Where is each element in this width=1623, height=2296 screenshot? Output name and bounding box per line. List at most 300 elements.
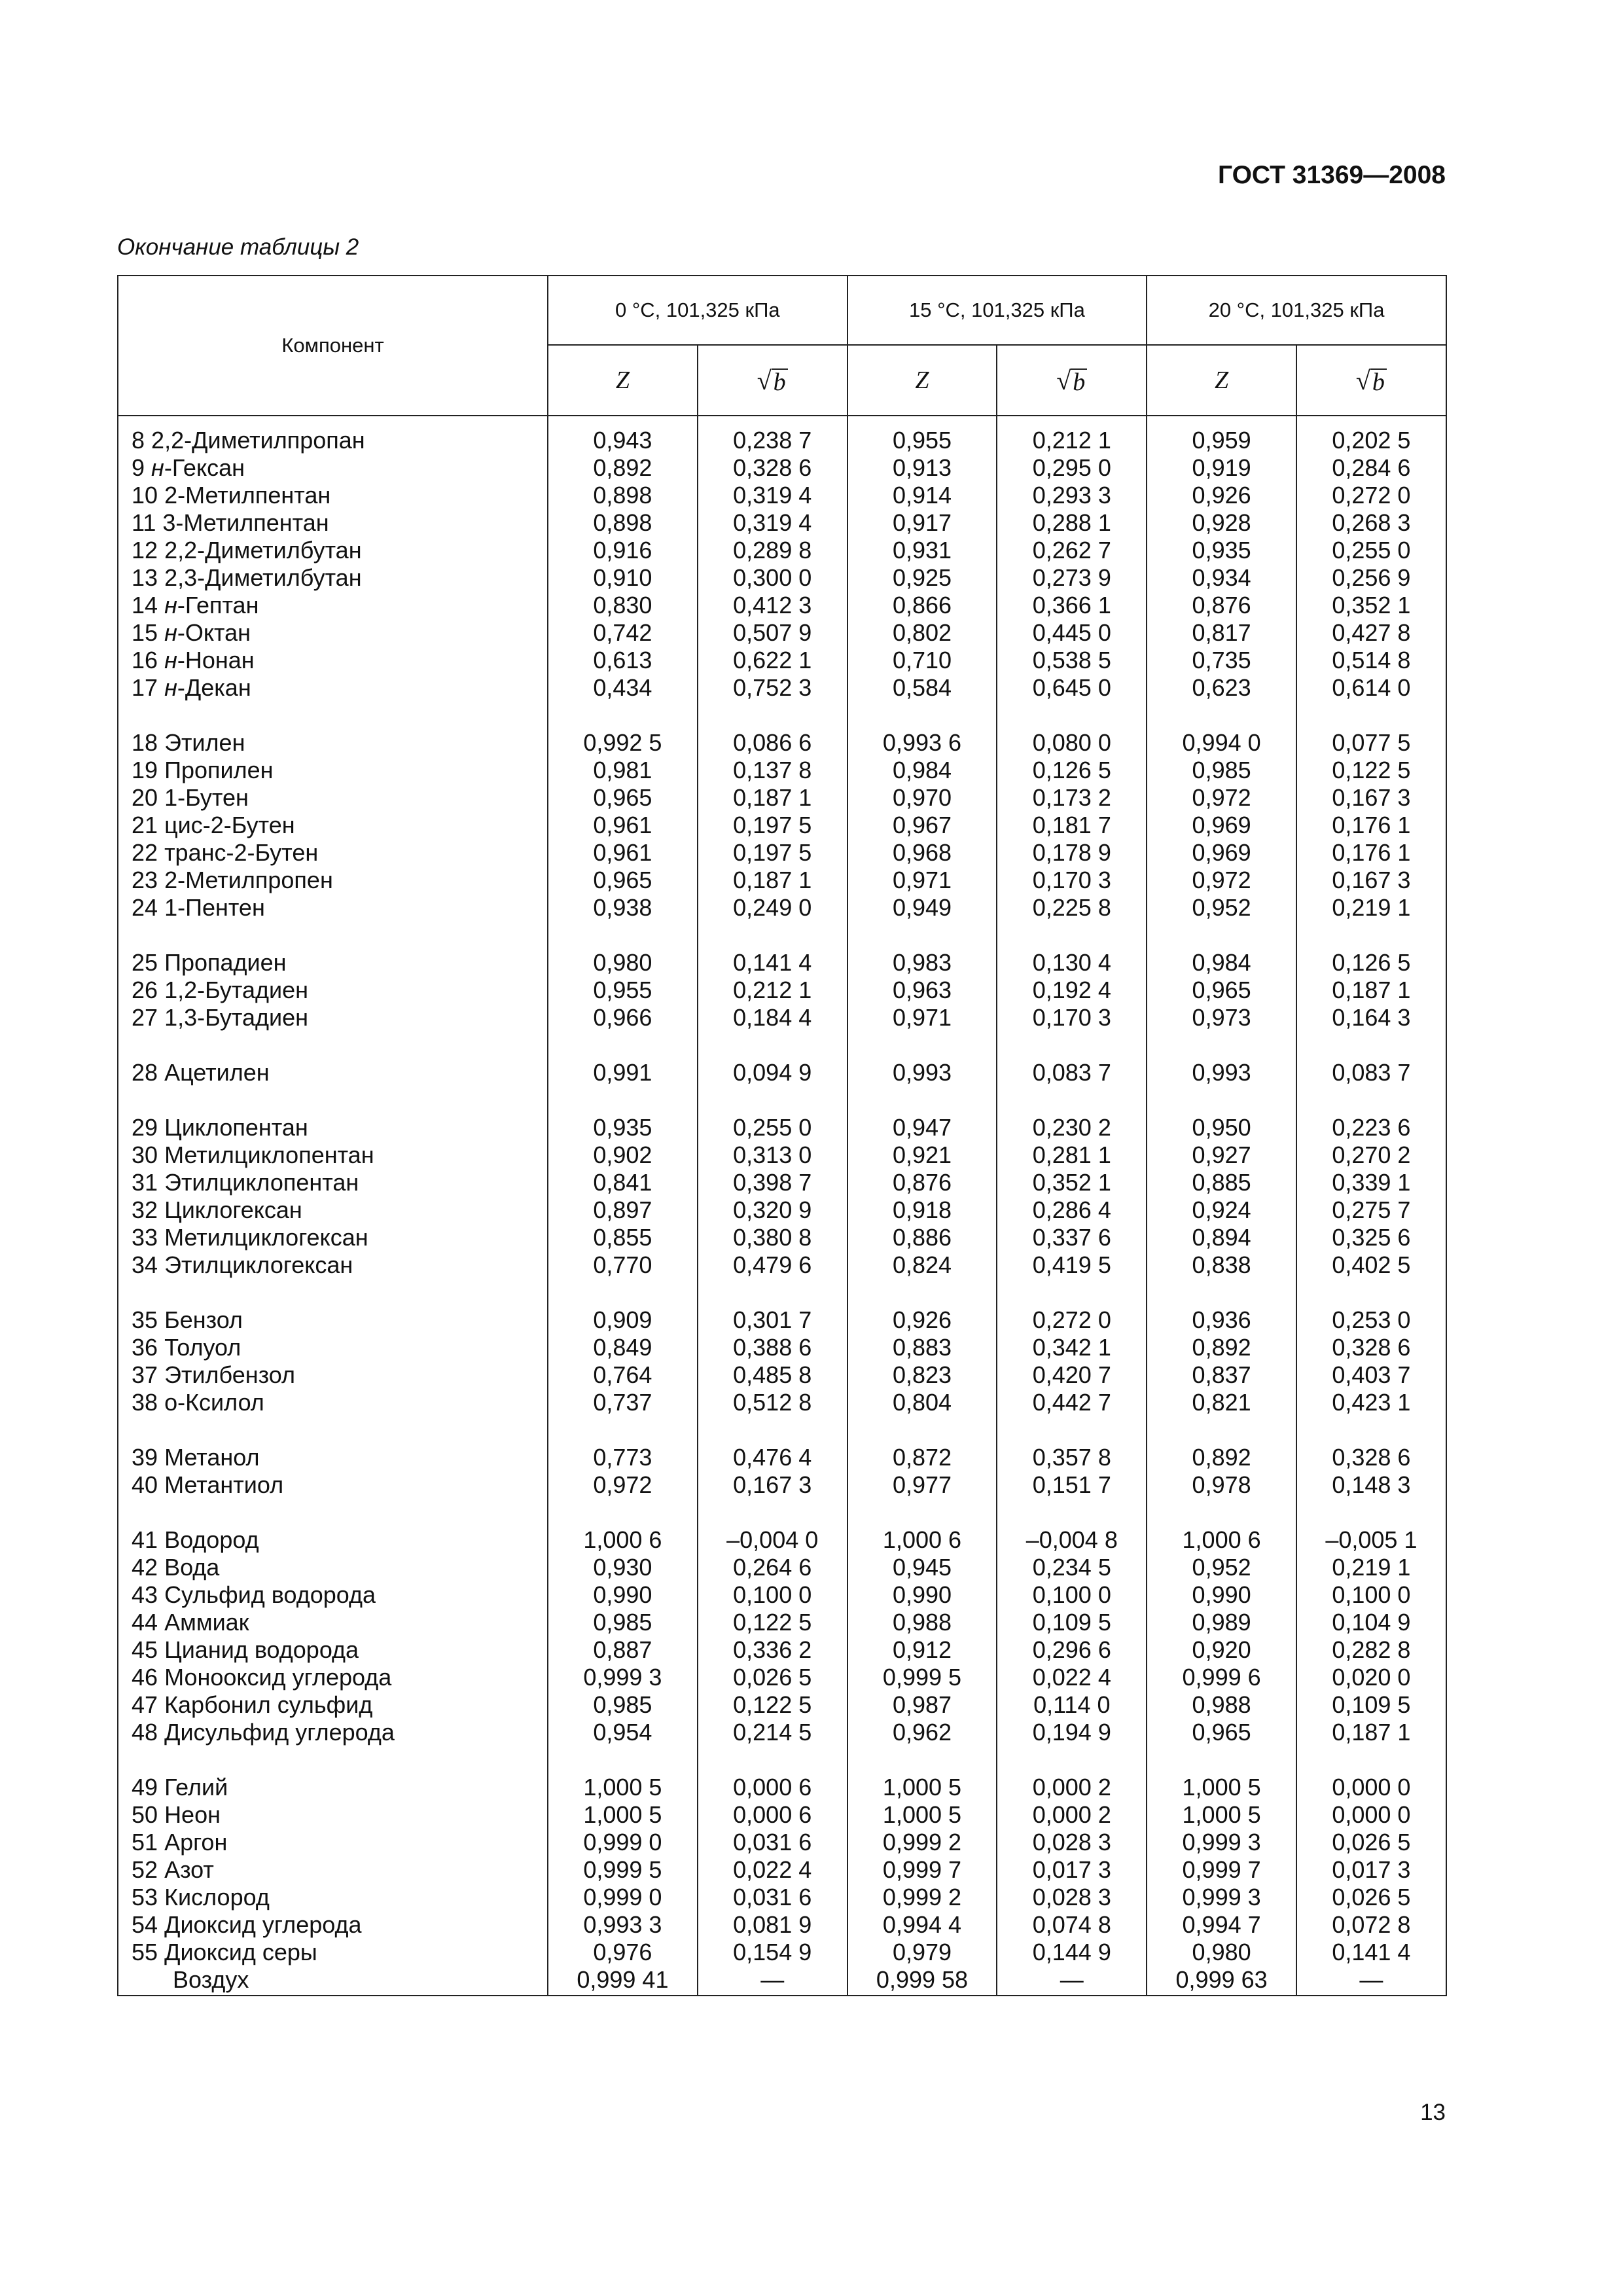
- sqrt-b-value-cell: 0,170 3: [997, 867, 1147, 894]
- component-cell: [118, 812, 548, 839]
- z-value-cell: 0,972: [1147, 784, 1296, 812]
- component-number: 11: [132, 509, 156, 536]
- table-row: [118, 1416, 1446, 1471]
- sqrt-b-value-cell: 0,262 7: [997, 537, 1147, 564]
- sqrt-b-value-cell: 0,167 3: [1296, 784, 1446, 812]
- z-value-cell: 0,980: [1147, 1939, 1296, 1966]
- z-value-cell: 0,999 7: [1147, 1856, 1296, 1884]
- sqrt-b-value-cell: 0,000 0: [1296, 1746, 1446, 1801]
- component-number: 29: [132, 1114, 158, 1141]
- z-value-cell: 0,994 7: [1147, 1911, 1296, 1939]
- z-value-cell: 0,993 6: [847, 702, 997, 757]
- component-number: 27: [132, 1004, 158, 1031]
- table-row: [118, 1471, 1446, 1499]
- z-value-cell: 0,931: [847, 537, 997, 564]
- z-value-cell: 0,584: [847, 674, 997, 702]
- table-row: [118, 482, 1446, 509]
- z-value-cell: 0,991: [548, 1031, 698, 1086]
- component-cell: [118, 1966, 548, 1996]
- sqrt-b-value-cell: 0,144 9: [997, 1939, 1147, 1966]
- z-value-cell: 0,985: [548, 1691, 698, 1719]
- sqrt-b-value-cell: 0,295 0: [997, 454, 1147, 482]
- sqrt-b-value-cell: 0,151 7: [997, 1471, 1147, 1499]
- z-value-cell: 0,955: [847, 416, 997, 454]
- z-value-cell: 1,000 5: [847, 1746, 997, 1801]
- z-value-cell: 0,892: [1147, 1416, 1296, 1471]
- sqrt-b-value-cell: 0,388 6: [698, 1334, 847, 1361]
- z-value-cell: 0,980: [548, 922, 698, 977]
- z-value-cell: 0,987: [847, 1691, 997, 1719]
- sqrt-b-value-cell: 0,126 5: [1296, 922, 1446, 977]
- sqrt-b-value-cell: 0,485 8: [698, 1361, 847, 1389]
- table-row: [118, 1636, 1446, 1664]
- sqrt-b-value-cell: 0,028 3: [997, 1829, 1147, 1856]
- component-number: 14: [132, 592, 158, 619]
- component-name: н-Нонан: [164, 647, 255, 673]
- sqrt-b-value-cell: 0,104 9: [1296, 1609, 1446, 1636]
- z-value-cell: 0,976: [548, 1939, 698, 1966]
- sqrt-b-value-cell: 0,255 0: [698, 1086, 847, 1141]
- z-value-cell: 0,999 6: [1147, 1664, 1296, 1691]
- z-value-cell: 0,993 3: [548, 1911, 698, 1939]
- sub-header-sqrt-b: [698, 345, 847, 416]
- z-value-cell: 0,970: [847, 784, 997, 812]
- sqrt-b-value-cell: 0,289 8: [698, 537, 847, 564]
- table-row: [118, 674, 1446, 702]
- z-value-cell: 0,914: [847, 482, 997, 509]
- sqrt-b-value-cell: 0,281 1: [997, 1141, 1147, 1169]
- table-row: [118, 1609, 1446, 1636]
- component-number: 44: [132, 1609, 158, 1636]
- component-number: 47: [132, 1691, 158, 1718]
- sqrt-b-value-cell: 0,114 0: [997, 1691, 1147, 1719]
- component-number: 36: [132, 1334, 158, 1361]
- z-value-cell: 0,898: [548, 509, 698, 537]
- sqrt-b-value-cell: 0,187 1: [1296, 1719, 1446, 1746]
- sqrt-b-value-cell: 0,512 8: [698, 1389, 847, 1416]
- component-cell: [118, 1911, 548, 1939]
- z-value-cell: 0,926: [847, 1279, 997, 1334]
- component-cell: [118, 1719, 548, 1746]
- z-value-cell: 0,910: [548, 564, 698, 592]
- component-cell: [118, 839, 548, 867]
- sqrt-b-value-cell: 0,080 0: [997, 702, 1147, 757]
- sqrt-b-value-cell: 0,286 4: [997, 1196, 1147, 1224]
- component-name: Этилциклопентан: [164, 1169, 359, 1196]
- z-value-cell: 0,965: [548, 784, 698, 812]
- z-value-cell: 0,897: [548, 1196, 698, 1224]
- component-cell: [118, 1664, 548, 1691]
- sqrt-b-value-cell: 0,507 9: [698, 619, 847, 647]
- z-value-cell: 0,802: [847, 619, 997, 647]
- component-name: Метанол: [164, 1444, 260, 1471]
- sqrt-b-value-cell: 0,072 8: [1296, 1911, 1446, 1939]
- z-value-cell: 0,913: [847, 454, 997, 482]
- table-row: [118, 647, 1446, 674]
- sqrt-b-value-cell: 0,420 7: [997, 1361, 1147, 1389]
- sqrt-b-value-cell: 0,170 3: [997, 1004, 1147, 1031]
- table-row: [118, 1911, 1446, 1939]
- table-row: [118, 1169, 1446, 1196]
- z-value-cell: 1,000 6: [1147, 1499, 1296, 1554]
- sqrt-b-value-cell: 0,000 2: [997, 1801, 1147, 1829]
- z-value-cell: 0,961: [548, 812, 698, 839]
- component-number: 51: [132, 1829, 158, 1856]
- sqrt-b-value-cell: 0,187 1: [698, 867, 847, 894]
- component-name: н-Гексан: [151, 454, 245, 481]
- sqrt-b-value-cell: 0,083 7: [1296, 1031, 1446, 1086]
- component-cell: [118, 757, 548, 784]
- sqrt-b-value-cell: 0,212 1: [698, 977, 847, 1004]
- component-cell: [118, 1086, 548, 1141]
- z-value-cell: 0,999 2: [847, 1884, 997, 1911]
- z-value-cell: 0,994 0: [1147, 702, 1296, 757]
- z-value-cell: 0,921: [847, 1141, 997, 1169]
- component-cell: [118, 977, 548, 1004]
- sqrt-b-value-cell: 0,100 0: [997, 1581, 1147, 1609]
- z-value-cell: 0,943: [548, 416, 698, 454]
- sqrt-b-value-cell: 0,300 0: [698, 564, 847, 592]
- z-value-cell: 0,892: [548, 454, 698, 482]
- z-value-cell: 0,985: [548, 1609, 698, 1636]
- z-value-cell: 0,967: [847, 812, 997, 839]
- component-name: 3-Метилпентан: [162, 509, 329, 536]
- component-number: 43: [132, 1581, 158, 1608]
- component-name: н-Декан: [164, 674, 251, 701]
- z-value-cell: 0,872: [847, 1416, 997, 1471]
- z-value-cell: 0,764: [548, 1361, 698, 1389]
- sqrt-b-value-cell: 0,122 5: [698, 1609, 847, 1636]
- component-header: Компонент: [118, 276, 548, 416]
- table-row: [118, 1856, 1446, 1884]
- sqrt-b-value-cell: 0,187 1: [1296, 977, 1446, 1004]
- sqrt-b-value-cell: 0,752 3: [698, 674, 847, 702]
- z-value-cell: 0,885: [1147, 1169, 1296, 1196]
- z-value-cell: 0,959: [1147, 416, 1296, 454]
- z-value-cell: 0,999 2: [847, 1829, 997, 1856]
- sqrt-b-value-cell: 0,380 8: [698, 1224, 847, 1251]
- component-number: 12: [132, 537, 158, 564]
- component-name: Азот: [164, 1856, 214, 1883]
- condition-header-20c: 20 °C, 101,325 кПа: [1147, 276, 1446, 345]
- z-value-cell: 0,830: [548, 592, 698, 619]
- component-name: Монооксид углерода: [164, 1664, 392, 1691]
- sqrt-b-value-cell: 0,412 3: [698, 592, 847, 619]
- sqrt-b-value-cell: 0,094 9: [698, 1031, 847, 1086]
- component-name: Аргон: [164, 1829, 228, 1856]
- component-number: 32: [132, 1196, 158, 1223]
- z-value-cell: 0,742: [548, 619, 698, 647]
- z-value-cell: 0,952: [1147, 1554, 1296, 1581]
- z-value-cell: 0,971: [847, 1004, 997, 1031]
- z-value-cell: 1,000 6: [548, 1499, 698, 1554]
- component-cell: [118, 674, 548, 702]
- sqrt-b-value-cell: 0,100 0: [698, 1581, 847, 1609]
- z-value-cell: 0,916: [548, 537, 698, 564]
- table-row: [118, 1664, 1446, 1691]
- z-value-cell: 0,985: [1147, 757, 1296, 784]
- sub-header-sqrt-b: [1296, 345, 1446, 416]
- table-row: [118, 1691, 1446, 1719]
- table-row: [118, 1801, 1446, 1829]
- table-row: [118, 1746, 1446, 1801]
- z-value-cell: 1,000 5: [847, 1801, 997, 1829]
- sqrt-b-value-cell: —: [997, 1966, 1147, 1996]
- sqrt-b-value-cell: 0,141 4: [698, 922, 847, 977]
- sqrt-b-value-cell: 0,275 7: [1296, 1196, 1446, 1224]
- component-name: 2,2-Диметилпропан: [151, 427, 365, 454]
- component-cell: [118, 1196, 548, 1224]
- component-number: 17: [132, 674, 158, 701]
- component-cell: [118, 1224, 548, 1251]
- sqrt-b-value-cell: 0,109 5: [1296, 1691, 1446, 1719]
- z-value-cell: 0,990: [548, 1581, 698, 1609]
- component-name: н-Октан: [164, 619, 251, 646]
- sqrt-b-value-cell: 0,028 3: [997, 1884, 1147, 1911]
- component-name: Диоксид серы: [164, 1939, 317, 1965]
- z-value-cell: 0,994 4: [847, 1911, 997, 1939]
- component-name: Кислород: [164, 1884, 270, 1910]
- component-name: 2-Метилпентан: [164, 482, 331, 509]
- component-name: Этилбензол: [164, 1361, 295, 1388]
- sqrt-b-value-cell: 0,476 4: [698, 1416, 847, 1471]
- table-caption: Окончание таблицы 2: [117, 234, 359, 260]
- z-value-cell: 0,613: [548, 647, 698, 674]
- z-value-cell: 0,993: [847, 1031, 997, 1086]
- sqrt-b-value-cell: 0,187 1: [698, 784, 847, 812]
- table-row: [118, 757, 1446, 784]
- sqrt-b-value-cell: 0,026 5: [1296, 1829, 1446, 1856]
- sqrt-b-symbol: √ b: [1356, 365, 1387, 396]
- z-value-cell: 0,837: [1147, 1361, 1296, 1389]
- sqrt-b-value-cell: 0,109 5: [997, 1609, 1147, 1636]
- component-name: Дисульфид углерода: [164, 1719, 395, 1746]
- sqrt-b-value-cell: 0,403 7: [1296, 1361, 1446, 1389]
- sqrt-b-value-cell: 0,086 6: [698, 702, 847, 757]
- table-row: [118, 619, 1446, 647]
- z-value-cell: 0,886: [847, 1224, 997, 1251]
- sqrt-b-value-cell: 0,122 5: [698, 1691, 847, 1719]
- z-value-cell: 0,883: [847, 1334, 997, 1361]
- sqrt-b-value-cell: —: [698, 1966, 847, 1996]
- z-value-cell: 0,823: [847, 1361, 997, 1389]
- sqrt-b-value-cell: 0,319 4: [698, 509, 847, 537]
- component-number: 35: [132, 1306, 158, 1333]
- z-value-cell: 1,000 5: [548, 1801, 698, 1829]
- z-value-cell: 0,999 58: [847, 1966, 997, 1996]
- component-name: Диоксид углерода: [164, 1911, 362, 1938]
- sqrt-b-value-cell: 0,000 6: [698, 1801, 847, 1829]
- sqrt-b-value-cell: 0,442 7: [997, 1389, 1147, 1416]
- sqrt-b-value-cell: 0,328 6: [698, 454, 847, 482]
- table-row: [118, 784, 1446, 812]
- table-row: [118, 416, 1446, 454]
- component-number: 54: [132, 1911, 158, 1938]
- component-name: Вода: [164, 1554, 220, 1581]
- z-value-cell: 0,924: [1147, 1196, 1296, 1224]
- sqrt-b-value-cell: 0,352 1: [997, 1169, 1147, 1196]
- sqrt-b-value-cell: 0,328 6: [1296, 1334, 1446, 1361]
- z-value-cell: 0,935: [548, 1086, 698, 1141]
- sqrt-b-value-cell: 0,328 6: [1296, 1416, 1446, 1471]
- z-value-cell: 1,000 5: [1147, 1746, 1296, 1801]
- z-value-cell: 0,898: [548, 482, 698, 509]
- sub-header-z: [1147, 345, 1296, 416]
- component-name: 2,2-Диметилбутан: [164, 537, 362, 564]
- z-value-cell: 0,770: [548, 1251, 698, 1279]
- sqrt-b-value-cell: 0,148 3: [1296, 1471, 1446, 1499]
- sqrt-b-value-cell: 0,230 2: [997, 1086, 1147, 1141]
- sqrt-b-value-cell: 0,313 0: [698, 1141, 847, 1169]
- component-name: Неон: [164, 1801, 221, 1828]
- condition-header-0c: 0 °C, 101,325 кПа: [548, 276, 847, 345]
- component-name: Цианид водорода: [164, 1636, 359, 1663]
- component-cell: [118, 647, 548, 674]
- sqrt-b-value-cell: 0,022 4: [698, 1856, 847, 1884]
- z-value-cell: 0,999 0: [548, 1884, 698, 1911]
- table-row: [118, 1279, 1446, 1334]
- component-name: н-Гептан: [164, 592, 259, 619]
- sqrt-b-value-cell: 0,223 6: [1296, 1086, 1446, 1141]
- component-number: 16: [132, 647, 158, 673]
- z-value-cell: 0,841: [548, 1169, 698, 1196]
- component-number: 46: [132, 1664, 158, 1691]
- z-value-cell: 0,773: [548, 1416, 698, 1471]
- table-row: [118, 867, 1446, 894]
- sqrt-b-value-cell: 0,268 3: [1296, 509, 1446, 537]
- component-number: 49: [132, 1774, 158, 1801]
- component-name: Циклогексан: [164, 1196, 302, 1223]
- z-value-cell: 0,983: [847, 922, 997, 977]
- sub-header-z: [847, 345, 997, 416]
- z-value-cell: 0,710: [847, 647, 997, 674]
- sub-header-sqrt-b: [997, 345, 1147, 416]
- component-number: 13: [132, 564, 158, 591]
- sqrt-b-value-cell: 0,130 4: [997, 922, 1147, 977]
- table-row: [118, 1086, 1446, 1141]
- table-row: [118, 1334, 1446, 1361]
- sqrt-b-symbol: √ b: [1056, 365, 1087, 396]
- sqrt-b-value-cell: 0,320 9: [698, 1196, 847, 1224]
- component-number: 25: [132, 949, 158, 976]
- sqrt-b-value-cell: 0,000 2: [997, 1746, 1147, 1801]
- z-value-cell: 0,971: [847, 867, 997, 894]
- table-row: [118, 1224, 1446, 1251]
- sqrt-b-value-cell: 0,000 0: [1296, 1801, 1446, 1829]
- table-row: [118, 592, 1446, 619]
- table-row: [118, 922, 1446, 977]
- sqrt-b-value-cell: 0,238 7: [698, 416, 847, 454]
- z-value-cell: 0,917: [847, 509, 997, 537]
- sqrt-b-value-cell: 0,366 1: [997, 592, 1147, 619]
- table-row: [118, 1031, 1446, 1086]
- component-cell: [118, 1499, 548, 1554]
- z-value-cell: 0,978: [1147, 1471, 1296, 1499]
- z-value-cell: 0,735: [1147, 647, 1296, 674]
- table-row: [118, 564, 1446, 592]
- sqrt-b-value-cell: 0,622 1: [698, 647, 847, 674]
- component-cell: [118, 1829, 548, 1856]
- component-cell: [118, 509, 548, 537]
- table-row: [118, 1196, 1446, 1224]
- z-value-cell: 0,925: [847, 564, 997, 592]
- sqrt-b-value-cell: 0,445 0: [997, 619, 1147, 647]
- z-value-cell: 0,623: [1147, 674, 1296, 702]
- component-number: 9: [132, 454, 145, 481]
- component-cell: [118, 1279, 548, 1334]
- component-cell: [118, 592, 548, 619]
- component-cell: [118, 454, 548, 482]
- component-number: 45: [132, 1636, 158, 1663]
- z-value-cell: 0,990: [1147, 1581, 1296, 1609]
- component-cell: [118, 922, 548, 977]
- z-value-cell: 0,855: [548, 1224, 698, 1251]
- component-name: 2-Метилпропен: [164, 867, 333, 893]
- z-value-cell: 0,972: [1147, 867, 1296, 894]
- component-number: 8: [132, 427, 145, 454]
- z-value-cell: 0,999 5: [548, 1856, 698, 1884]
- z-value-cell: 0,961: [548, 839, 698, 867]
- component-cell: [118, 416, 548, 454]
- z-value-cell: 0,968: [847, 839, 997, 867]
- z-value-cell: 0,972: [548, 1471, 698, 1499]
- z-value-cell: 0,966: [548, 1004, 698, 1031]
- component-number: 19: [132, 757, 158, 783]
- table-row: [118, 509, 1446, 537]
- component-number: 50: [132, 1801, 158, 1828]
- table-row: [118, 1966, 1446, 1996]
- sqrt-b-value-cell: —: [1296, 1966, 1446, 1996]
- component-name: Метилциклопентан: [164, 1141, 374, 1168]
- sqrt-b-value-cell: 0,192 4: [997, 977, 1147, 1004]
- component-cell: [118, 1581, 548, 1609]
- z-symbol: Z: [1215, 367, 1229, 394]
- component-name: цис-2-Бутен: [164, 812, 295, 838]
- component-cell: [118, 1636, 548, 1664]
- component-number: 52: [132, 1856, 158, 1883]
- z-value-cell: 0,912: [847, 1636, 997, 1664]
- sqrt-b-value-cell: 0,141 4: [1296, 1939, 1446, 1966]
- z-value-cell: 0,990: [847, 1581, 997, 1609]
- z-value-cell: 0,909: [548, 1279, 698, 1334]
- z-value-cell: 0,969: [1147, 812, 1296, 839]
- sqrt-b-value-cell: 0,137 8: [698, 757, 847, 784]
- sqrt-b-value-cell: 0,022 4: [997, 1664, 1147, 1691]
- component-number: 10: [132, 482, 158, 509]
- component-cell: [118, 1004, 548, 1031]
- sqrt-b-value-cell: 0,293 3: [997, 482, 1147, 509]
- component-cell: [118, 1416, 548, 1471]
- z-value-cell: 0,894: [1147, 1224, 1296, 1251]
- sqrt-b-value-cell: 0,336 2: [698, 1636, 847, 1664]
- sqrt-b-value-cell: 0,479 6: [698, 1251, 847, 1279]
- table-row: [118, 1004, 1446, 1031]
- component-cell: [118, 1389, 548, 1416]
- z-value-cell: 1,000 5: [548, 1746, 698, 1801]
- sqrt-b-value-cell: 0,427 8: [1296, 619, 1446, 647]
- component-name: Метантиол: [164, 1471, 284, 1498]
- sqrt-b-value-cell: 0,645 0: [997, 674, 1147, 702]
- z-value-cell: 0,821: [1147, 1389, 1296, 1416]
- component-number: 41: [132, 1526, 158, 1553]
- component-cell: [118, 1471, 548, 1499]
- z-value-cell: 0,928: [1147, 509, 1296, 537]
- z-value-cell: 0,947: [847, 1086, 997, 1141]
- sqrt-b-value-cell: 0,339 1: [1296, 1169, 1446, 1196]
- page-number: 13: [1420, 2100, 1446, 2125]
- z-value-cell: 0,989: [1147, 1609, 1296, 1636]
- sqrt-b-value-cell: 0,017 3: [1296, 1856, 1446, 1884]
